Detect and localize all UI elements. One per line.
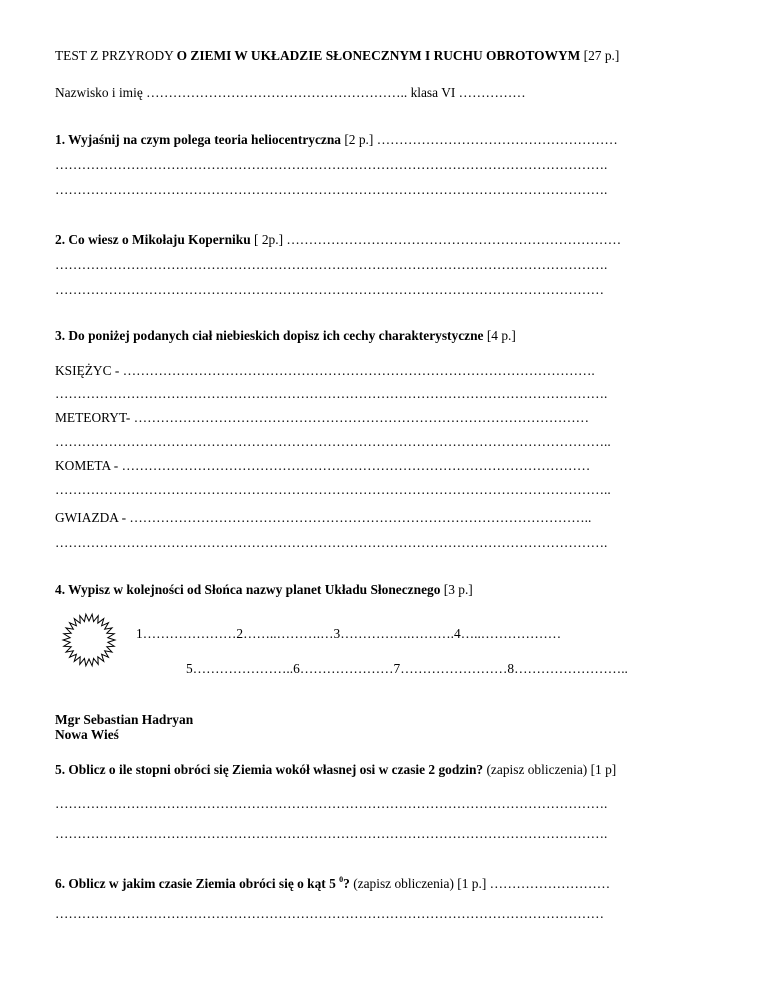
q5-question: 5. Oblicz o ile stopni obróci się Ziemia wokół własnej osi w czasie 2 godzin?: [55, 762, 484, 777]
q5-answer-line-1: …………………………………………………………………………………………………………….: [55, 796, 608, 811]
q2-answer-line-1: …………………………………………………………………………………………………………….: [55, 257, 608, 272]
q1-question: 1. Wyjaśnij na czym polega teoria heliocentryczna: [55, 132, 341, 147]
q2-question: 2. Co wiesz o Mikołaju Koperniku: [55, 232, 251, 247]
q6-line: [55, 876, 610, 892]
q3-line: [55, 328, 516, 344]
q3-meteoryt: METEORYT- …………………………………………………………………………………………: [55, 410, 590, 425]
header-title: O ZIEMI W UKŁADZIE SŁONECZNYM I RUCHU OBROTOWYM: [176, 48, 581, 63]
q3-kometa-dots: ……………………………………………………………………………………………………………..: [55, 482, 611, 497]
q6-question: 6. Oblicz w jakim czasie Ziemia obróci się o kąt 5: [55, 876, 340, 891]
q1-answer-line-1: …………………………………………………………………………………………………………….: [55, 157, 608, 172]
q3-gwiazda: GWIAZDA - …………………………………………………………………………………………..: [55, 510, 592, 525]
q4-planets-row-1: 1…………………2……..……….…3…………….……….4…..………………: [136, 626, 562, 641]
q4-points: [3 p.]: [440, 582, 473, 597]
q6-qmark: ?: [343, 876, 350, 891]
q3-kometa: KOMETA - ……………………………………………………………………………………………: [55, 458, 591, 473]
q3-question: 3. Do poniżej podanych ciał niebieskich dopisz ich cechy charakterystyczne: [55, 328, 484, 343]
q5-line: [55, 762, 616, 778]
q2-answer-line-2: ……………………………………………………………………………………………………………: [55, 282, 605, 297]
author-name: Mgr Sebastian Hadryan: [55, 712, 194, 727]
q6-degree: 0: [339, 874, 344, 884]
q3-ksiezyc-dots: …………………………………………………………………………………………………………….: [55, 386, 608, 401]
q1-line: [55, 132, 618, 148]
q3-meteoryt-dots: ……………………………………………………………………………………………………………..: [55, 434, 611, 449]
header-points: [27 p.]: [580, 48, 620, 63]
q3-points: [4 p.]: [483, 328, 516, 343]
q3-ksiezyc: KSIĘŻYC - …………………………………………………………………………………………….: [55, 363, 595, 378]
q4-question: 4. Wypisz w kolejności od Słońca nazwy planet Układu Słonecznego: [55, 582, 441, 597]
q5-answer-line-2: …………………………………………………………………………………………………………….: [55, 826, 608, 841]
page-header: [55, 48, 619, 64]
q1-points: [2 p.] ………………………………………………: [341, 132, 618, 147]
student-name-line: Nazwisko i imię ………………………………………………….. klasa VI ……………: [55, 85, 526, 100]
q3-gwiazda-dots: …………………………………………………………………………………………………………….: [55, 535, 608, 550]
header-prefix: TEST Z PRZYRODY: [55, 48, 177, 63]
q4-planets-row-2: 5…………………..6…………………7……………………8……………………..: [186, 661, 628, 676]
q2-points: [ 2p.] …………………………………………………………………: [250, 232, 622, 247]
q1-answer-line-2: …………………………………………………………………………………………………………….: [55, 182, 608, 197]
q2-line: [55, 232, 621, 248]
q6-note: (zapisz obliczenia) [1 p.] ………………………: [349, 876, 611, 891]
sun-icon: [61, 612, 117, 668]
author-place: Nowa Wieś: [55, 727, 119, 742]
q6-answer-line-1: ……………………………………………………………………………………………………………: [55, 906, 605, 921]
q4-line: [55, 582, 473, 598]
q5-note: (zapisz obliczenia) [1 p]: [483, 762, 617, 777]
